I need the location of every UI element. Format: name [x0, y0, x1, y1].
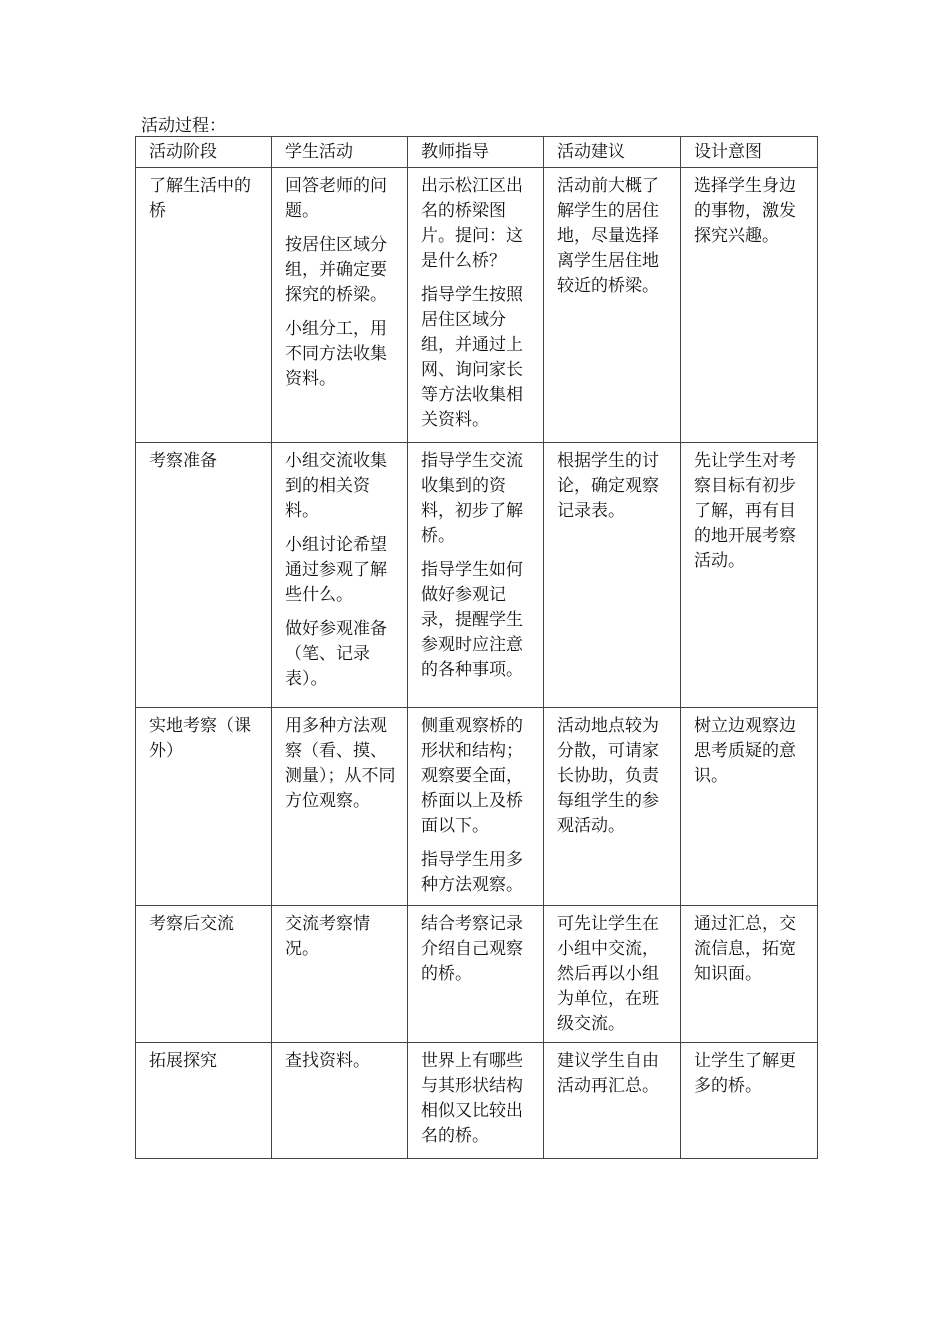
cell-text: 指导学生按照居住区域分组，并通过上网、询问家长等方法收集相关资料。: [421, 285, 523, 430]
cell-text: 活动前大概了解学生的居住地，尽量选择离学生居住地较近的桥梁。: [557, 176, 659, 296]
student-activity-cell: [272, 168, 408, 443]
stage-cell: [136, 708, 272, 906]
cell-text: 指导学生用多种方法观察。: [421, 850, 523, 895]
cell-text: 世界上有哪些与其形状结构相似又比较出名的桥。: [421, 1051, 523, 1146]
stage-cell: [136, 443, 272, 708]
cell-text: 了解生活中的桥: [149, 176, 251, 221]
cell-text: 选择学生身边的事物，激发探究兴趣。: [694, 176, 796, 246]
cell-text: 通过汇总，交流信息，拓宽知识面。: [694, 914, 796, 984]
cell-text: 先让学生对考察目标有初步了解，再有目的地开展考察活动。: [694, 451, 796, 571]
cell-text: 小组分工，用不同方法收集资料。: [285, 319, 387, 389]
activity-suggestion-cell: [544, 443, 681, 708]
table-row: [136, 708, 818, 906]
student-activity-cell: [272, 708, 408, 906]
stage-cell: [136, 1043, 272, 1159]
teacher-guidance-cell: [408, 168, 544, 443]
table-row: [136, 1043, 818, 1159]
teacher-guidance-cell: [408, 708, 544, 906]
cell-text: 让学生了解更多的桥。: [694, 1051, 796, 1096]
cell-text: 做好参观准备（笔、记录表）。: [285, 619, 387, 689]
cell-text: 小组讨论希望通过参观了解些什么。: [285, 535, 387, 605]
teacher-guidance-cell: [408, 906, 544, 1043]
cell-text: 可先让学生在小组中交流，然后再以小组为单位，在班级交流。: [557, 914, 659, 1034]
design-intent-cell: [681, 443, 818, 708]
cell-text: 考察后交流: [149, 914, 234, 934]
header-cell-design-intent: 设计意图: [681, 137, 818, 168]
activity-suggestion-cell: [544, 708, 681, 906]
cell-text: 实地考察（课外）: [149, 716, 251, 761]
design-intent-cell: [681, 1043, 818, 1159]
table-header-row: [136, 137, 818, 168]
section-caption: 活动过程：: [141, 116, 226, 136]
cell-text: 考察准备: [149, 451, 217, 471]
table-row: [136, 906, 818, 1043]
table-row: [136, 443, 818, 708]
cell-text: 建议学生自由活动再汇总。: [557, 1051, 659, 1096]
teacher-guidance-cell: [408, 1043, 544, 1159]
design-intent-cell: [681, 906, 818, 1043]
cell-text: 活动地点较为分散，可请家长协助，负责每组学生的参观活动。: [557, 716, 659, 836]
stage-cell: [136, 168, 272, 443]
header-cell-student-activity: 学生活动: [272, 137, 408, 168]
header-cell-teacher-guidance: 教师指导: [408, 137, 544, 168]
design-intent-cell: [681, 708, 818, 906]
cell-text: 查找资料。: [285, 1051, 370, 1071]
activity-suggestion-cell: [544, 906, 681, 1043]
teacher-guidance-cell: [408, 443, 544, 708]
header-cell-activity-suggestion: 活动建议: [544, 137, 681, 168]
cell-text: 侧重观察桥的形状和结构；观察要全面，桥面以上及桥面以下。: [421, 716, 523, 836]
cell-text: 根据学生的讨论，确定观察记录表。: [557, 451, 659, 521]
cell-text: 回答老师的问题。: [285, 176, 387, 221]
student-activity-cell: [272, 1043, 408, 1159]
cell-text: 结合考察记录介绍自己观察的桥。: [421, 914, 523, 984]
cell-text: 交流考察情况。: [285, 914, 370, 959]
table-row: [136, 168, 818, 443]
cell-text: 按居住区域分组，并确定要探究的桥梁。: [285, 235, 387, 305]
cell-text: 树立边观察边思考质疑的意识。: [694, 716, 796, 786]
cell-text: 指导学生如何做好参观记录，提醒学生参观时应注意的各种事项。: [421, 560, 523, 680]
activity-suggestion-cell: [544, 1043, 681, 1159]
cell-text: 出示松江区出名的桥梁图片。提问：这是什么桥？: [421, 176, 523, 271]
cell-text: 小组交流收集到的相关资料。: [285, 451, 387, 521]
activity-suggestion-cell: [544, 168, 681, 443]
cell-text: 拓展探究: [149, 1051, 217, 1071]
cell-text: 指导学生交流收集到的资料，初步了解桥。: [421, 451, 523, 546]
cell-text: 用多种方法观察（看、摸、测量）；从不同方位观察。: [285, 716, 396, 811]
activity-process-table: [135, 136, 818, 1159]
design-intent-cell: [681, 168, 818, 443]
student-activity-cell: [272, 443, 408, 708]
student-activity-cell: [272, 906, 408, 1043]
header-cell-stage: 活动阶段: [136, 137, 272, 168]
stage-cell: [136, 906, 272, 1043]
